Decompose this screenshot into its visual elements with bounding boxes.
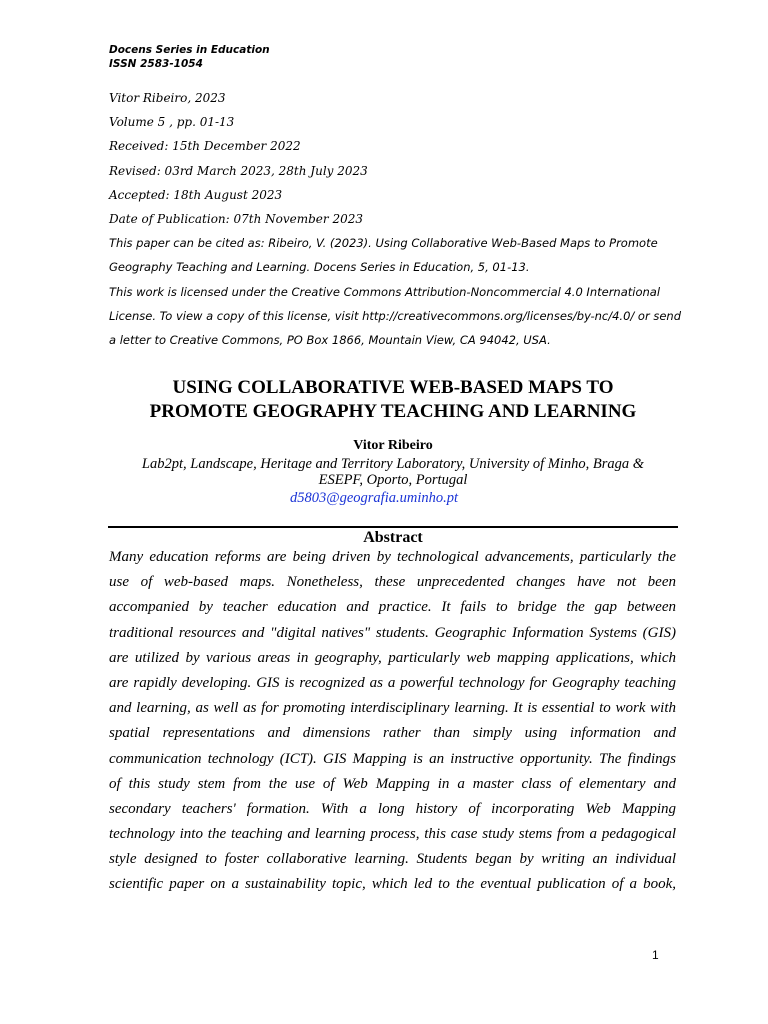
- abstract-line: of this study stem from the use of Web Mapping in a master class of elementary and: [109, 775, 676, 792]
- author-email-link[interactable]: d5803@geografia.uminho.pt: [290, 490, 459, 506]
- abstract-line: Many education reforms are being driven by technological advancements, particularly the: [109, 549, 676, 565]
- abstract-line: are rapidly developing. GIS is recognized as a powerful technology for Geography teaching: [109, 674, 676, 691]
- abstract-heading: Abstract: [363, 529, 423, 546]
- license-line: This work is licensed under the Creative Commons Attribution-Noncommercial 4.0 International: [109, 284, 661, 299]
- author-name: Vitor Ribeiro: [353, 438, 433, 453]
- affiliation-line: ESEPF, Oporto, Portugal: [318, 472, 468, 488]
- affiliation-line: Lab2pt, Landscape, Heritage and Territory Laboratory, University of Minho, Braga &: [141, 456, 645, 472]
- author-year: Vitor Ribeiro, 2023: [109, 91, 226, 105]
- abstract-body: [109, 545, 676, 898]
- abstract-line: scientific paper on a sustainability topic, which led to the eventual publication of a book,: [109, 876, 676, 893]
- abstract-line: traditional resources and "digital natives" students. Geographic Information Systems (GIS): [109, 624, 676, 641]
- journal-header: [109, 43, 270, 71]
- title-line: USING COLLABORATIVE WEB-BASED MAPS TO: [172, 377, 614, 398]
- author-affiliation: [109, 456, 677, 488]
- publication-date: Date of Publication: 07th November 2023: [109, 212, 363, 227]
- publication-metadata: [109, 86, 682, 352]
- abstract-line: communication technology (ICT). GIS Mapping is an instructive opportunity. The findings: [109, 750, 676, 767]
- received-date: Received: 15th December 2022: [109, 139, 301, 154]
- volume-pages: Volume 5 , pp. 01-13: [109, 115, 235, 130]
- license-line: License. To view a copy of this license, visit http://creativecommons.org/licenses/by-nc/4.0/ or send: [109, 308, 682, 323]
- title-line: PROMOTE GEOGRAPHY TEACHING AND LEARNING: [149, 401, 637, 422]
- citation-line: This paper can be cited as: Ribeiro, V. (2023). Using Collaborative Web-Based Maps to Promote: [109, 236, 658, 251]
- paper-title: [109, 376, 677, 424]
- citation-line: Geography Teaching and Learning. Docens Series in Education, 5, 01-13.: [109, 260, 530, 275]
- abstract-line: and learning, as well as for promoting interdisciplinary learning. It is essential to work with: [109, 700, 676, 717]
- page-number: 1: [652, 948, 659, 962]
- abstract-line: technology into the teaching and learning process, this case study stems from a pedagogical: [109, 826, 676, 843]
- abstract-line: accompanied by teacher education and practice. It fails to bridge the gap between: [109, 599, 676, 616]
- revised-date: Revised: 03rd March 2023, 28th July 2023: [109, 163, 368, 178]
- section-divider: [108, 526, 678, 528]
- abstract-line: use of web-based maps. Nonetheless, these unprecedented changes have not been: [109, 574, 676, 591]
- series-name: Docens Series in Education: [109, 44, 270, 56]
- abstract-line: spatial representations and dimensions rather than simply using information and: [109, 725, 676, 742]
- abstract-line: secondary teachers' formation. With a long history of incorporating Web Mapping: [109, 800, 676, 817]
- abstract-line: are utilized by various areas in geography, particularly web mapping applications, which: [109, 649, 676, 666]
- accepted-date: Accepted: 18th August 2023: [109, 187, 283, 202]
- license-line: a letter to Creative Commons, PO Box 1866, Mountain View, CA 94042, USA.: [109, 333, 551, 348]
- abstract-line: style designed to foster collaborative learning. Students began by writing an individual: [109, 851, 676, 868]
- issn: ISSN 2583-1054: [109, 58, 203, 70]
